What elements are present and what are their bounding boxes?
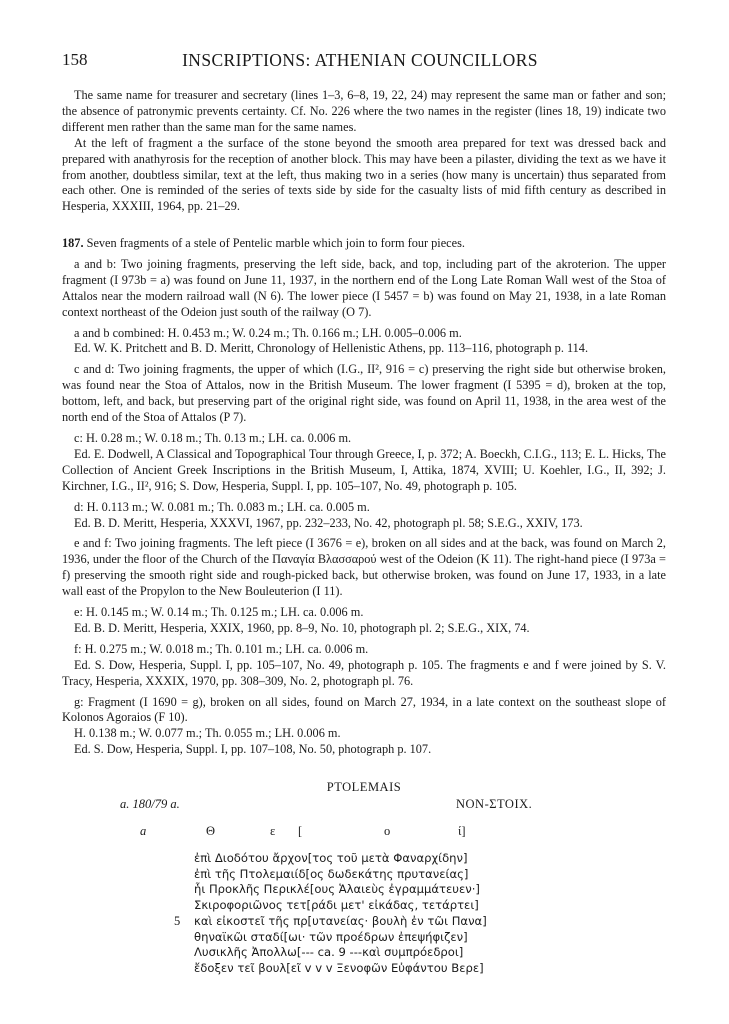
entry-187	[62, 236, 666, 758]
greek-text	[194, 851, 487, 977]
line-number: 5	[174, 914, 181, 928]
entry-description: Seven fragments of a stele of Pentelic marble which join to form four pieces.	[86, 236, 465, 250]
fragment-g-editions: Ed. S. Dow, Hesperia, Suppl. I, pp. 107–108, No. 50, photograph p. 107.	[74, 742, 432, 757]
running-title: INSCRIPTIONS: ATHENIAN COUNCILLORS	[182, 50, 538, 70]
fragments-ab-dims: a and b combined: H. 0.453 m.; W. 0.24 m.; Th. 0.166 m.; LH. 0.005–0.006 m.	[74, 325, 462, 340]
fragment-e-editions: Ed. B. D. Meritt, Hesperia, XXIX, 1960, pp. 8–9, No. 10, photograph pl. 2; S.E.G., XIX, 74.	[74, 620, 530, 635]
fragment-f-editions: Ed. S. Dow, Hesperia, Suppl. I, pp. 105–107, No. 49, photograph p. 105. The fragments e and f were joined by S. V. Tracy, Hesperia, XXXIX, 1970, pp. 308–309, No. 2, photograph pl. 76.	[62, 657, 666, 688]
fragments-ab-editions: Ed. W. K. Pritchett and B. D. Meritt, Chronology of Hellenistic Athens, pp. 113–116, photograph p. 114.	[74, 341, 589, 356]
page-number: 158	[62, 50, 88, 69]
entry-heading	[62, 236, 666, 252]
fragments-cd: c and d: Two joining fragments, the upper of which (I.G., II², 916 = c) preserving the right side but otherwise broken, was found near the Stoa of Attalos, now in the British Museum. The lower fragment (I 5395 = d), broken at the top, bottom, left, and back, but preserving part of the original right side, was found on April 11, 1938, in the area west of the north end of the Stoa of Attalos (P 7).	[62, 362, 666, 425]
intro-section	[62, 88, 666, 215]
header-letter: Θ	[206, 824, 216, 838]
inscription-line: ἧι Προκλῆς Περικλέ[ους Ἁλαιεὺς ἐγραμμάτευεν·]	[194, 882, 480, 897]
running-head	[62, 50, 658, 76]
fragment-c-editions: Ed. E. Dodwell, A Classical and Topographical Tour through Greece, I, p. 372; A. Boeckh, C.I.G., 113; E. L. Hicks, The Collection of Ancient Greek Inscriptions in the British Museum, I, Attika, 1874, XVIII; U. Koehler, I.G., II, 392; J. Kirchner, I.G., II², 916; S. Dow, Hesperia, Suppl. I, pp. 105–107, No. 49, photograph p. 105.	[62, 446, 666, 493]
fragment-f-dims: f: H. 0.275 m.; W. 0.018 m.; Th. 0.101 m.; LH. ca. 0.006 m.	[74, 641, 369, 656]
fragment-g-dims: H. 0.138 m.; W. 0.077 m.; Th. 0.055 m.; LH. 0.006 m.	[74, 726, 341, 741]
inscription-line: ἐπὶ Διοδότου ἄρχον[τος τοῦ μετὰ Φαναρχίδην]	[194, 851, 468, 865]
fragment-letter-row	[140, 824, 480, 842]
intro-paragraph-2: At the left of fragment a the surface of the stone beyond the smooth area prepared for text was dressed back and prepared with anathyrosis for the reception of another block. This may have been a pilaster, dividing the text as we have it from another, doubtless similar, text at the left, thus making two in a series (how many is uncertain) thus separated from each other. One is reminded of the series of texts side by side for the casualty lists of mid fifth century as described in Hesperia, XXXIII, 1964, pp. 21–29.	[62, 135, 666, 214]
header-letter: ο	[384, 824, 391, 838]
fragment-d-dims: d: H. 0.113 m.; W. 0.081 m.; Th. 0.083 m.; LH. ca. 0.005 m.	[74, 499, 370, 514]
tribe-heading: PTOLEMAIS	[326, 780, 402, 794]
inscription-line: ἔδοξεν τεῖ βουλ[εῖ v v v Ξενοφῶν Εὐφάντου Βερε]	[194, 960, 484, 975]
entry-number: 187.	[62, 236, 84, 250]
header-letter: ί]	[458, 824, 466, 838]
fragment-g: g: Fragment (I 1690 = g), broken on all sides, found on March 27, 1934, in a late context on the southeast slope of Kolonos Agoraios (F 10).	[62, 694, 666, 725]
inscription-date: a. 180/79 a.	[120, 797, 180, 811]
header-letter: ε	[270, 824, 276, 838]
intro-paragraph-1: The same name for treasurer and secretary (lines 1–3, 6–8, 19, 22, 24) may represent the same man or father and son; the absence of patronymic prevents certainty. Cf. No. 226 where the two names in the register (lines 18, 19) indicate two different men rather than the same man for the same names.	[62, 88, 666, 134]
fragment-c-dims: c: H. 0.28 m.; W. 0.18 m.; Th. 0.13 m.; LH. ca. 0.006 m.	[74, 430, 352, 445]
inscription-line: Λυσικλῆς Ἀπολλω[--- ca. 9 ---καὶ συμπρόεδροι]	[194, 945, 464, 960]
inscription-line: καὶ εἰκοστεῖ τῆς πρ[υτανείας· βουλὴ ἐν τῶι Πανα]	[194, 913, 487, 928]
stoichedon-note: NON-ΣΤΟΙΧ.	[456, 797, 533, 811]
inscription-line: θηναϊκῶι σταδί[ωι· τῶν προέδρων ἐπεψήφιζεν]	[194, 929, 468, 944]
fragment-label: a	[140, 824, 147, 838]
inscription-line: Σκιροφοριῶνος τετ[ράδι μετ' εἰκάδας, τετάρτει]	[194, 898, 479, 913]
fragments-ef: e and f: Two joining fragments. The left piece (I 3676 = e), broken on all sides and at the back, was found on March 2, 1936, under the floor of the Church of the Παναγία Βλασσαρού west of the Odeion (K 11). The right-hand piece (I 973a = f) preserving the smooth right side and rough-picked back, but otherwise broken, was found on June 17, 1933, in a late wall east of the Propylon to the New Bouleuterion (I 11).	[62, 536, 666, 599]
header-letter: [	[298, 824, 303, 838]
fragment-d-editions: Ed. B. D. Meritt, Hesperia, XXXVI, 1967, pp. 232–233, No. 42, photograph pl. 58; S.E.G., XXIV, 173.	[74, 515, 583, 530]
inscription-line: ἐπὶ τῆς Πτολεμαιίδ[ος δωδεκάτης πρυτανείας]	[194, 866, 469, 881]
fragment-e-dims: e: H. 0.145 m.; W. 0.14 m.; Th. 0.125 m.; LH. ca. 0.006 m.	[74, 605, 364, 620]
fragments-ab: a and b: Two joining fragments, preserving the left side, back, and top, including part of the akroterion. The upper fragment (I 973b = a) was found on June 11, 1937, in the northern end of the Long Late Roman Wall west of the Stoa of Attalos near the modern railroad wall (N 6). The lower piece (I 5457 = b) was found on May 21, 1938, in a late Roman context northeast of the Odeion just south of the railway (O 7).	[62, 256, 666, 319]
